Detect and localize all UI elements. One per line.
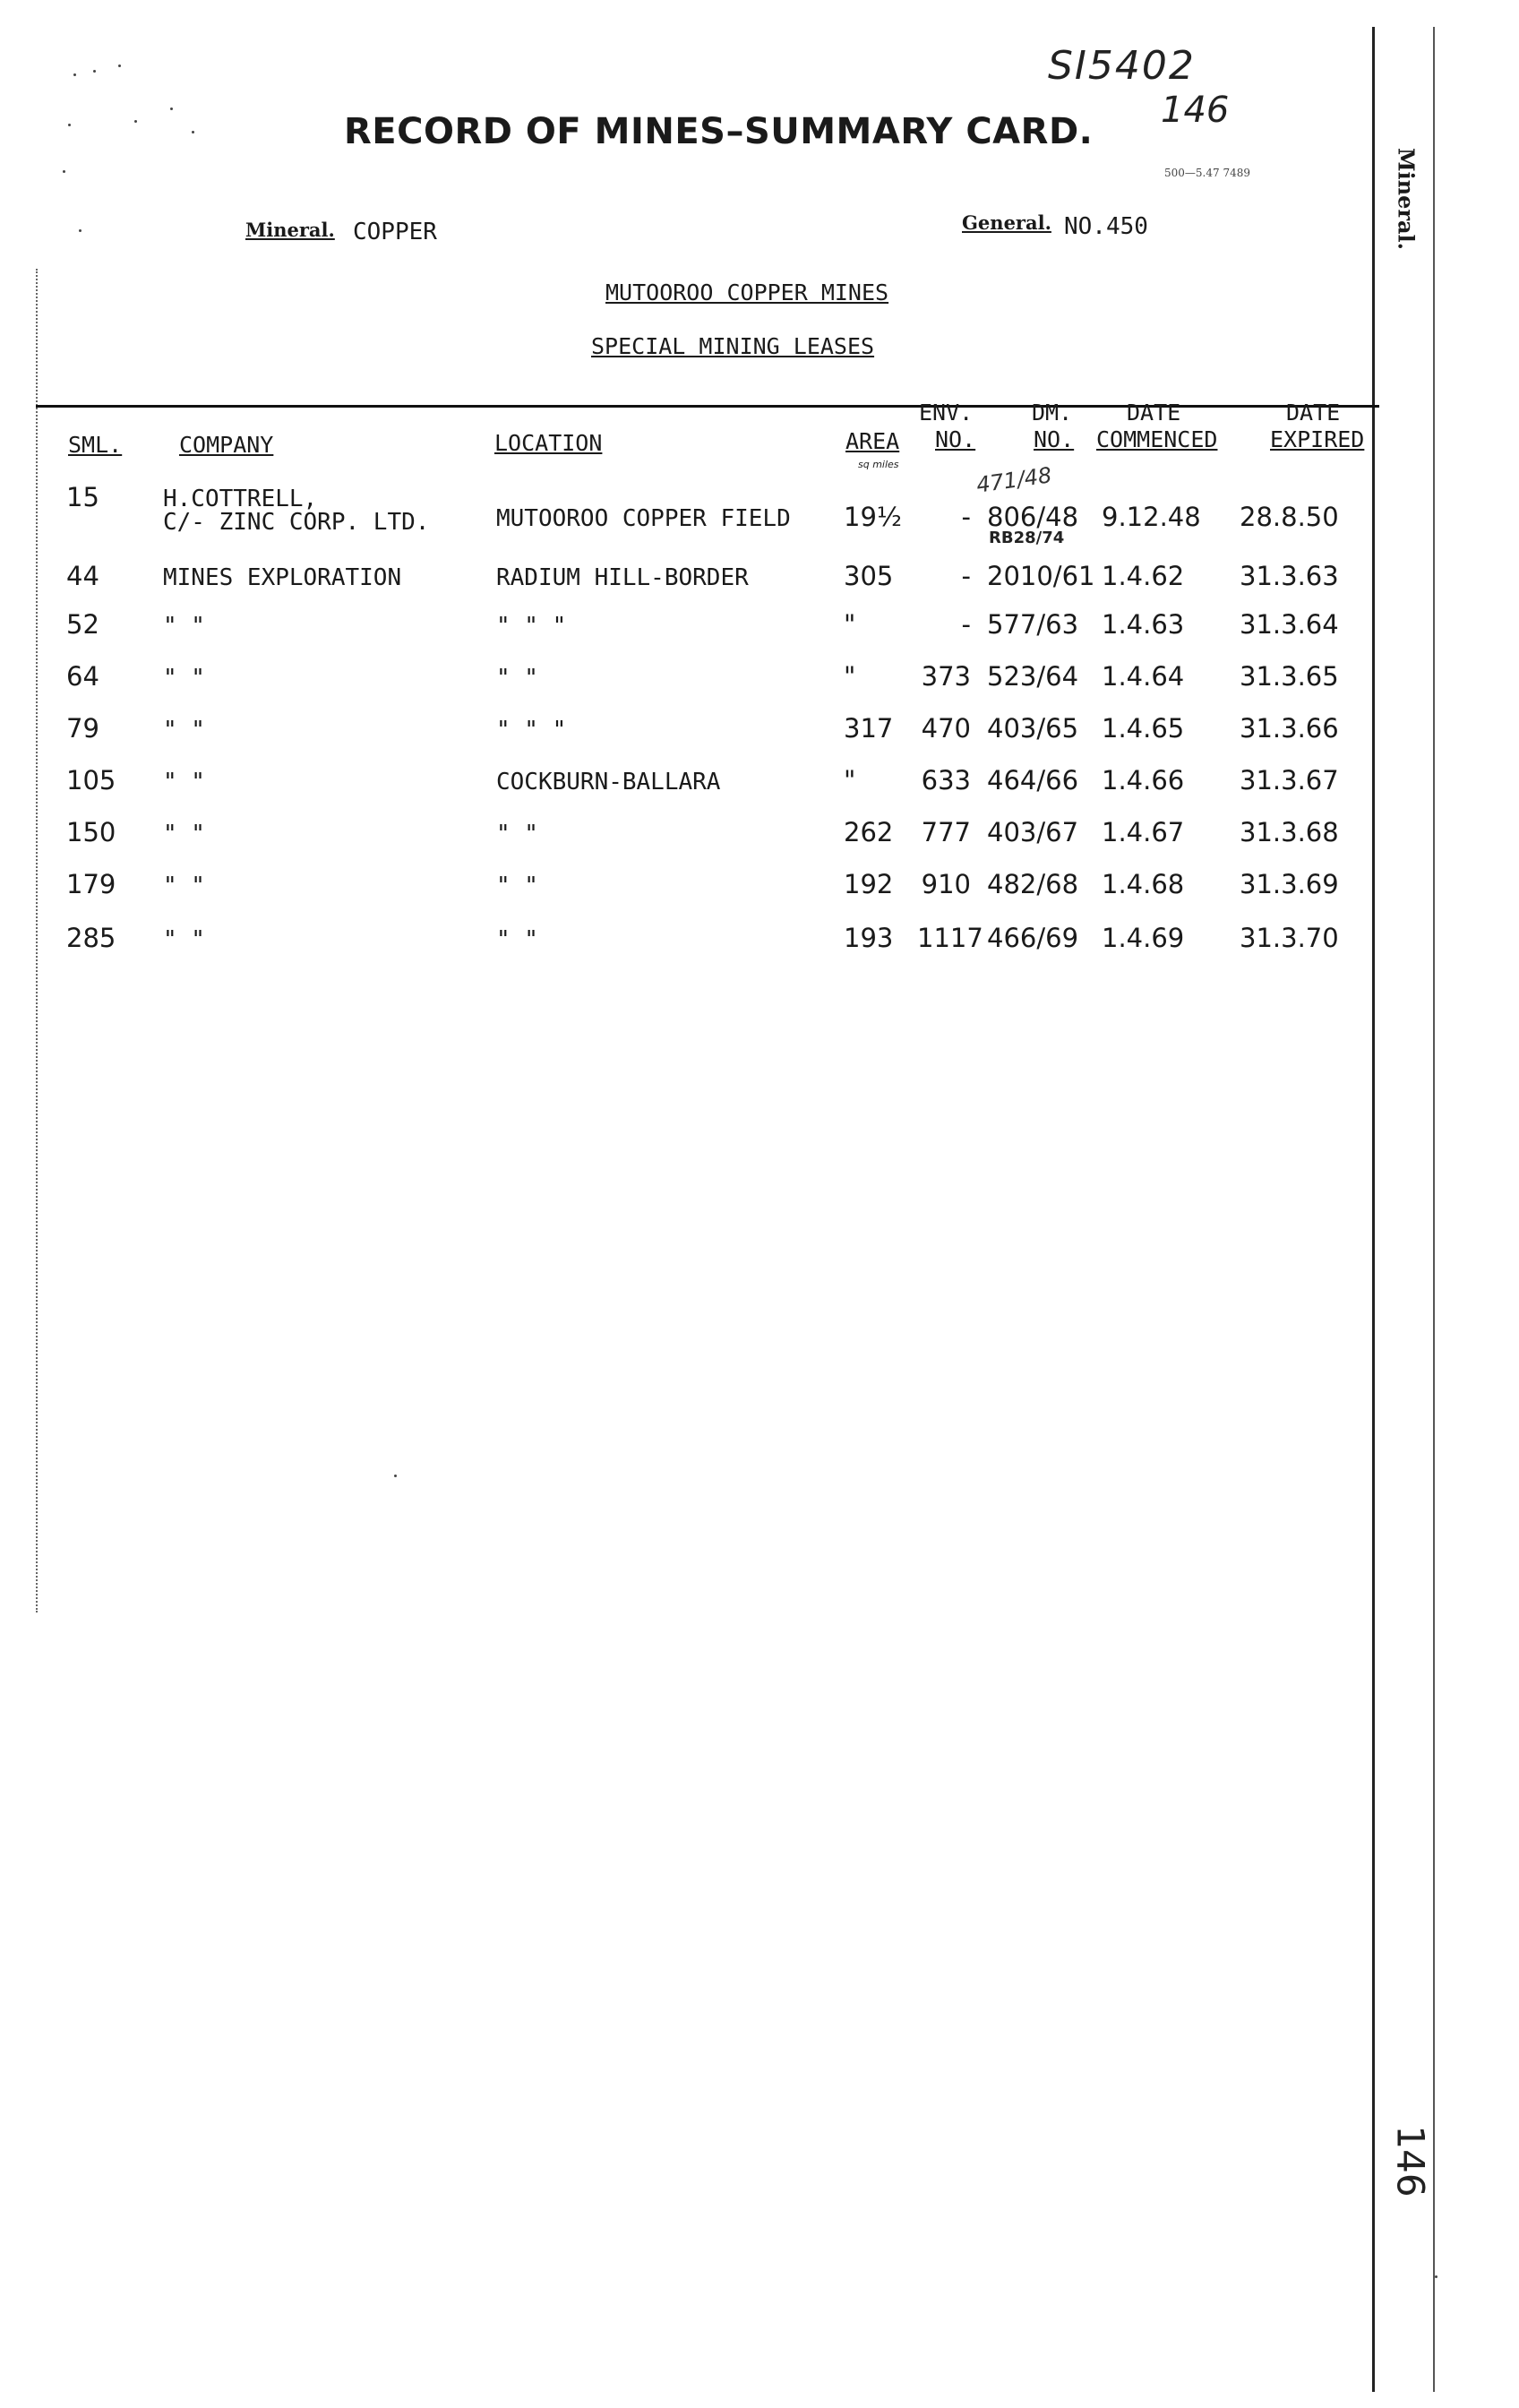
- cell-date-commenced: 1.4.63: [1102, 609, 1185, 640]
- cell-sml: 44: [66, 561, 99, 591]
- cell-env-no: -: [961, 502, 971, 532]
- lease-type-heading: SPECIAL MINING LEASES: [591, 333, 875, 359]
- cell-env-no: 777: [921, 817, 971, 847]
- scan-speck: [192, 131, 194, 133]
- cell-sml: 79: [66, 713, 99, 744]
- right-border-line: [1372, 27, 1375, 2392]
- cell-area: ": [844, 661, 856, 692]
- cell-env-no: 633: [921, 765, 971, 796]
- cell-sml: 285: [66, 923, 116, 953]
- cell-date-expired: 31.3.64: [1240, 609, 1339, 640]
- cell-company: " ": [163, 821, 205, 847]
- cell-area: ": [844, 765, 856, 796]
- cell-date-commenced: 1.4.64: [1102, 661, 1185, 692]
- cell-sml: 179: [66, 869, 116, 899]
- cell-area: 317: [844, 713, 894, 744]
- cell-date-expired: 31.3.67: [1240, 765, 1339, 796]
- handwritten-margin-number: 146: [1388, 2125, 1433, 2197]
- scan-speck: [118, 64, 121, 67]
- cell-area: ": [844, 609, 856, 640]
- cell-env-no: 470: [921, 713, 971, 744]
- cell-dm-no: 403/65: [987, 713, 1079, 744]
- cell-env-no: -: [961, 561, 971, 591]
- cell-date-expired: 28.8.50: [1240, 502, 1339, 532]
- cell-company: " ": [163, 873, 205, 899]
- cell-area: 305: [844, 561, 894, 591]
- cell-env-no: -: [961, 609, 971, 640]
- general-value: NO.450: [1064, 213, 1148, 240]
- header-dm-top: DM.: [1032, 400, 1073, 426]
- cell-dm-no: 482/68: [987, 869, 1079, 899]
- cell-date-expired: 31.3.70: [1240, 923, 1339, 953]
- header-company: COMPANY: [179, 432, 274, 458]
- header-area: AREA: [845, 428, 900, 454]
- cell-date-commenced: 9.12.48: [1102, 502, 1201, 532]
- cell-area: 19½: [844, 502, 903, 532]
- cell-dm-no: 523/64: [987, 661, 1079, 692]
- scan-speck: [394, 1475, 397, 1477]
- scan-speck: [63, 170, 65, 173]
- cell-dm-no: 2010/61: [987, 561, 1095, 591]
- cell-location: " ": [496, 821, 538, 847]
- handwritten-dm-annotation: RB28/74: [989, 529, 1065, 547]
- scan-speck: [93, 70, 96, 73]
- cell-area: 262: [844, 817, 894, 847]
- card-title: RECORD OF MINES–SUMMARY CARD.: [344, 111, 1094, 152]
- cell-company: " ": [163, 717, 205, 744]
- scan-speck: [79, 229, 82, 232]
- cell-date-commenced: 1.4.66: [1102, 765, 1185, 796]
- handwritten-page-number: 146: [1161, 90, 1230, 131]
- cell-env-no: 373: [921, 661, 971, 692]
- cell-dm-no: 464/66: [987, 765, 1079, 796]
- header-commenced-top: DATE: [1127, 400, 1181, 426]
- header-expired-top: DATE: [1286, 400, 1341, 426]
- scan-speck: [73, 73, 76, 76]
- header-env-top: ENV.: [919, 400, 974, 426]
- cell-sml: 64: [66, 661, 99, 692]
- cell-date-expired: 31.3.65: [1240, 661, 1339, 692]
- cell-area: 192: [844, 869, 894, 899]
- cell-dm-no: 403/67: [987, 817, 1079, 847]
- cell-date-commenced: 1.4.62: [1102, 561, 1185, 591]
- cell-env-no: 910: [921, 869, 971, 899]
- cell-sml: 105: [66, 765, 116, 796]
- cell-date-expired: 31.3.68: [1240, 817, 1339, 847]
- cell-company: H.COTTRELL,: [163, 486, 318, 512]
- mineral-value: COPPER: [353, 219, 437, 245]
- cell-location: COCKBURN-BALLARA: [496, 769, 721, 796]
- cell-location: " ": [496, 926, 538, 953]
- cell-sml: 52: [66, 609, 99, 640]
- cell-date-commenced: 1.4.69: [1102, 923, 1185, 953]
- handwritten-card-ref: SI5402: [1048, 43, 1196, 89]
- mine-name-heading: MUTOOROO COPPER MINES: [605, 280, 889, 305]
- header-expired-bottom: EXPIRED: [1270, 426, 1365, 452]
- cell-company: " ": [163, 665, 205, 692]
- right-border-line-outer: [1433, 27, 1435, 2392]
- cell-company: " ": [163, 613, 205, 640]
- header-location: LOCATION: [494, 430, 603, 456]
- side-mineral-label: Mineral.: [1393, 147, 1420, 251]
- header-env-bottom: NO.: [935, 426, 976, 452]
- cell-area: 193: [844, 923, 894, 953]
- cell-company: " ": [163, 926, 205, 953]
- cell-location: MUTOOROO COPPER FIELD: [496, 505, 791, 532]
- scan-speck: [170, 108, 173, 110]
- cell-company: " ": [163, 769, 205, 796]
- cell-dm-no: 806/48: [987, 502, 1079, 532]
- cell-location: " " ": [496, 613, 567, 640]
- mineral-label: Mineral.: [245, 219, 335, 241]
- scan-speck: [1435, 2275, 1437, 2278]
- scan-speck: [68, 124, 71, 126]
- cell-date-commenced: 1.4.67: [1102, 817, 1185, 847]
- cell-dm-no: 466/69: [987, 923, 1079, 953]
- cell-date-expired: 31.3.66: [1240, 713, 1339, 744]
- cell-env-no: 1117: [917, 923, 983, 953]
- header-sml: SML.: [68, 432, 123, 458]
- cell-company: MINES EXPLORATION: [163, 564, 402, 591]
- cell-location: " ": [496, 873, 538, 899]
- cell-location: " " ": [496, 717, 567, 744]
- cell-date-expired: 31.3.69: [1240, 869, 1339, 899]
- header-dm-bottom: NO.: [1034, 426, 1075, 452]
- cell-company-line2: C/- ZINC CORP. LTD.: [163, 509, 430, 536]
- header-commenced-bottom: COMMENCED: [1096, 426, 1218, 452]
- print-code: 500—5.47 7489: [1164, 167, 1250, 179]
- handwritten-env-annotation: 471/48: [974, 462, 1053, 498]
- cell-location: " ": [496, 665, 538, 692]
- cell-dm-no: 577/63: [987, 609, 1079, 640]
- cell-date-expired: 31.3.63: [1240, 561, 1339, 591]
- cell-date-commenced: 1.4.65: [1102, 713, 1185, 744]
- cell-sml: 15: [66, 482, 99, 512]
- cell-sml: 150: [66, 817, 116, 847]
- scan-speck: [134, 120, 137, 123]
- left-edge-dotted-line: [36, 269, 38, 1612]
- cell-location: RADIUM HILL-BORDER: [496, 564, 749, 591]
- cell-date-commenced: 1.4.68: [1102, 869, 1185, 899]
- handwritten-area-annotation: sq miles: [858, 459, 899, 470]
- general-label: General.: [962, 211, 1051, 234]
